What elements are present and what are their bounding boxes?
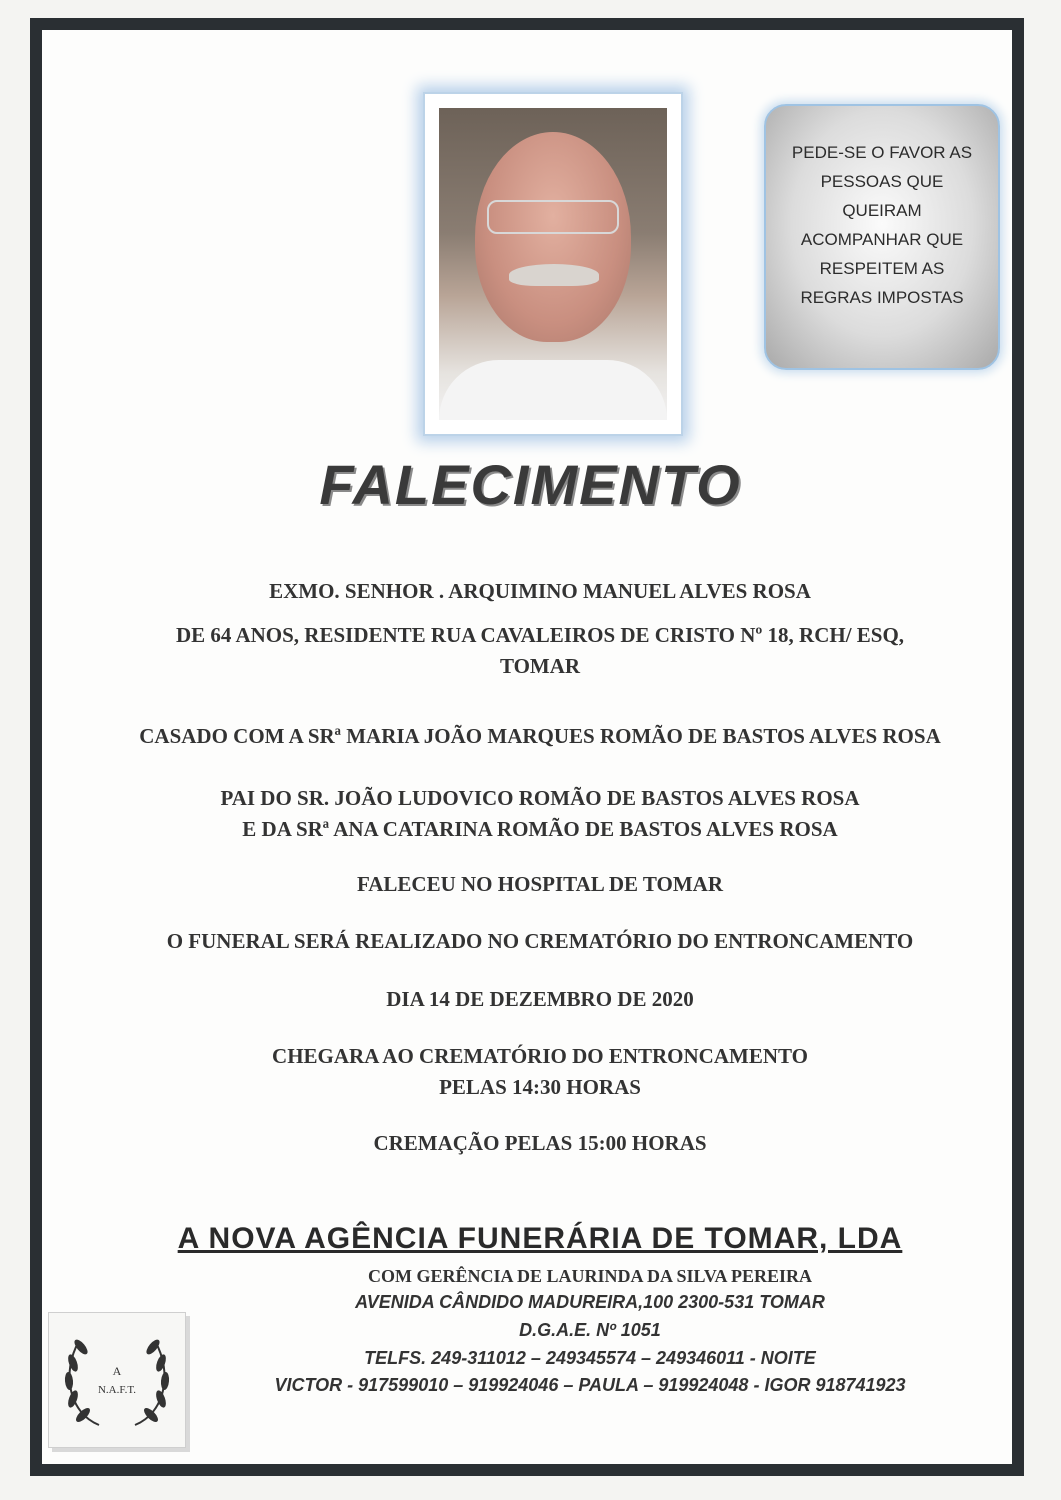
portrait-mustache xyxy=(509,264,599,286)
agency-address: AVENIDA CÂNDIDO MADUREIRA,100 2300-531 TOMAR xyxy=(355,1292,825,1312)
page-title: FALECIMENTO xyxy=(319,453,742,516)
funeral-location: O FUNERAL SERÁ REALIZADO NO CREMATÓRIO DO ENTRONCAMENTO xyxy=(166,929,914,953)
agency-contacts: VICTOR - 917599010 – 919924046 – PAULA – 919924048 - IGOR 918741923 xyxy=(274,1375,906,1395)
age-residence: DE 64 ANOS, RESIDENTE RUA CAVALEIROS DE CRISTO Nº 18, RCH/ ESQ, TOMAR xyxy=(175,623,905,678)
portrait-glasses xyxy=(487,200,619,234)
children-lines: PAI DO SR. JOÃO LUDOVICO ROMÃO DE BASTOS ALVES ROSA E DA SRª ANA CATARINA ROMÃO DE BASTOS ALVES ROSA xyxy=(220,786,860,841)
cremation-time: CREMAÇÃO PELAS 15:00 HORAS xyxy=(373,1131,707,1155)
death-place: FALECEU NO HOSPITAL DE TOMAR xyxy=(356,872,723,896)
agency-management: COM GERÊNCIA DE LAURINDA DA SILVA PEREIRA xyxy=(367,1266,813,1286)
agency-phones: TELFS. 249-311012 – 249345574 – 249346011 - NOITE xyxy=(364,1348,816,1368)
agency-name: A NOVA AGÊNCIA FUNERÁRIA DE TOMAR, LDA xyxy=(177,1222,903,1255)
notice-text: PEDE-SE O FAVOR AS PESSOAS QUE QUEIRAM ACOMPANHAR QUE RESPEITEM AS REGRAS IMPOSTAS xyxy=(791,143,973,307)
funeral-date: DIA 14 DE DEZEMBRO DE 2020 xyxy=(386,987,694,1011)
portrait-shirt xyxy=(439,360,667,420)
portrait-face xyxy=(475,132,631,342)
portrait-photo xyxy=(439,108,667,420)
arrival-time: CHEGARA AO CREMATÓRIO DO ENTRONCAMENTO PELAS 14:30 HORAS xyxy=(272,1044,808,1099)
logo-letter: A xyxy=(112,1364,122,1378)
portrait-frame xyxy=(423,92,683,436)
laurel-wreath-icon xyxy=(49,1313,185,1447)
deceased-name: EXMO. SENHOR . ARQUIMINO MANUEL ALVES ROSA xyxy=(269,579,811,603)
agency-logo xyxy=(48,1312,186,1448)
logo-initials: N.A.F.T. xyxy=(97,1384,137,1396)
spouse-line: CASADO COM A SRª MARIA JOÃO MARQUES ROMÃO DE BASTOS ALVES ROSA xyxy=(139,724,941,748)
notice-box xyxy=(764,104,1000,370)
agency-dgae: D.G.A.E. Nº 1051 xyxy=(519,1320,661,1340)
